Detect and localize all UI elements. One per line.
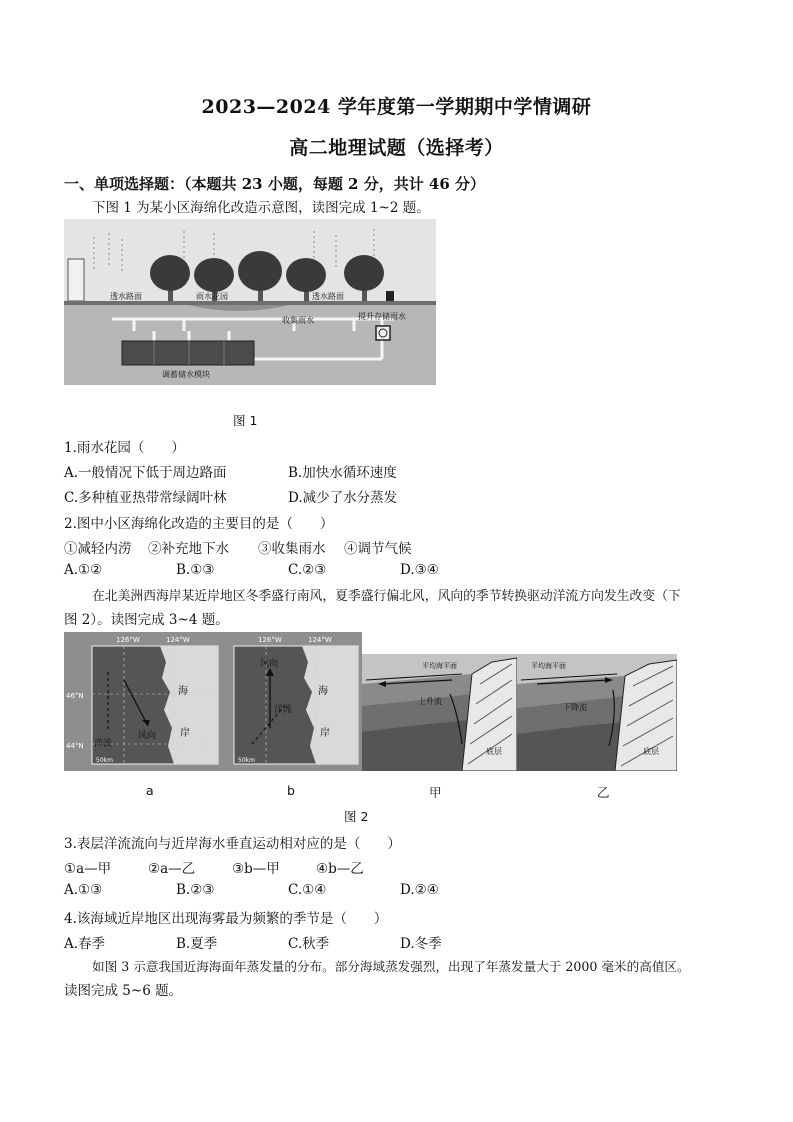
- q2-option-c: C.②③: [288, 562, 327, 578]
- figure-2-section-jia: [362, 654, 517, 771]
- figure-2-map-b: [222, 632, 362, 771]
- q4-option-c: C.秋季: [288, 936, 330, 952]
- q3-option-a: A.①③: [64, 882, 103, 898]
- map-b-lon1: 126°W: [258, 636, 282, 644]
- map-a-lat1: 46°N: [66, 692, 84, 700]
- q3-item-2: ②a—乙: [148, 861, 196, 877]
- figure-1-caption: 图 1: [233, 413, 258, 428]
- map-a-current: 洋流: [94, 739, 113, 749]
- q2-option-d: D.③④: [400, 562, 439, 578]
- q1-stem: 1.雨水花园（ ）: [64, 440, 185, 456]
- jia-sea-level: 平均海平面: [422, 662, 457, 670]
- map-a-sea: 海: [178, 686, 188, 697]
- label-tank: 调蓄储水模块: [162, 370, 210, 379]
- label-pump: 提升存储雨水: [358, 312, 406, 321]
- q4-option-d: D.冬季: [400, 936, 442, 952]
- map-b-current: 洋流: [274, 705, 293, 715]
- q1-option-a: A.一般情况下低于周边路面: [64, 465, 227, 481]
- map-b-sea: 海: [318, 686, 328, 697]
- figure-2-caption: 图 2: [344, 809, 369, 824]
- intro-q5-6-line2: 读图完成 5~6 题。: [64, 983, 183, 999]
- jia-seabed: 底层: [486, 747, 502, 756]
- map-b-coast: 岸: [320, 728, 330, 739]
- map-b-scale: 50km: [238, 757, 255, 764]
- label-garden: 雨水花园: [196, 292, 228, 301]
- panel-label-jia: 甲: [429, 785, 442, 800]
- q2-item-4: ④调节气候: [344, 541, 412, 557]
- panel-label-b: b: [287, 783, 295, 798]
- q2-option-b: B.①③: [176, 562, 215, 578]
- section-heading: 一、单项选择题：（本题共 23 小题，每题 2 分，共计 46 分）: [64, 175, 486, 193]
- panel-label-a: a: [146, 783, 154, 798]
- map-a-wind: 风向: [138, 731, 157, 741]
- q4-option-b: B.夏季: [176, 936, 218, 952]
- exam-title: 2023—2024 学年度第一学期期中学情调研: [201, 96, 592, 118]
- q3-option-c: C.①④: [288, 882, 327, 898]
- map-a-lon1: 126°W: [116, 636, 140, 644]
- q3-option-b: B.②③: [176, 882, 215, 898]
- q1-option-c: C.多种植亚热带常绿阔叶林: [64, 490, 227, 506]
- label-collect: 收集雨水: [282, 316, 314, 325]
- q4-stem: 4.该海域近岸地区出现海雾最为频繁的季节是（ ）: [64, 911, 388, 927]
- map-b-lon2: 124°W: [308, 636, 332, 644]
- panel-label-yi: 乙: [597, 785, 610, 800]
- intro-q1-2: 下图 1 为某小区海绵化改造示意图，读图完成 1~2 题。: [92, 200, 430, 216]
- map-b-wind: 风向: [260, 659, 279, 669]
- yi-sea-level: 平均海平面: [531, 662, 566, 670]
- intro-q5-6-line1: 如图 3 示意我国近海海面年蒸发量的分布。部分海域蒸发强烈，出现了年蒸发量大于 2000 毫米的高值区。: [92, 959, 690, 974]
- yi-downwelling: 下降流: [563, 703, 587, 712]
- intro-q3-4-line2: 图 2）。读图完成 3~4 题。: [64, 612, 229, 628]
- label-road-left: 透水路面: [110, 292, 142, 301]
- map-a-lat2: 44°N: [66, 742, 84, 750]
- figure-2-map-a: [64, 632, 222, 771]
- q2-item-2: ②补充地下水: [148, 541, 229, 557]
- map-a-lon2: 124°W: [166, 636, 190, 644]
- intro-q3-4-line1: 在北美洲西海岸某近岸地区冬季盛行南风，夏季盛行偏北风，风向的季节转换驱动洋流方向发生改变（下: [92, 589, 681, 604]
- q3-option-d: D.②④: [400, 882, 439, 898]
- q3-item-4: ④b—乙: [316, 861, 364, 877]
- q2-item-3: ③收集雨水: [258, 541, 326, 557]
- q3-item-3: ③b—甲: [232, 861, 280, 877]
- jia-upwelling: 上升流: [418, 697, 442, 706]
- figure-1-sponge-community: [64, 219, 436, 385]
- q2-stem: 2.图中小区海绵化改造的主要目的是（ ）: [64, 516, 334, 532]
- figure-2-section-yi: [517, 654, 677, 771]
- map-a-scale: 50km: [96, 757, 113, 764]
- map-a-coast: 岸: [180, 728, 190, 739]
- q3-item-1: ①a—甲: [64, 861, 112, 877]
- label-road-right: 透水路面: [312, 292, 344, 301]
- q1-option-b: B.加快水循环速度: [288, 465, 397, 481]
- q2-item-1: ①减轻内涝: [64, 541, 132, 557]
- q2-option-a: A.①②: [64, 562, 103, 578]
- yi-seabed: 底层: [643, 747, 659, 756]
- q3-stem: 3.表层洋流流向与近岸海水垂直运动相对应的是（ ）: [64, 836, 401, 852]
- q4-option-a: A.春季: [64, 936, 106, 952]
- exam-subtitle: 高二地理试题（选择考）: [289, 137, 504, 159]
- q1-option-d: D.减少了水分蒸发: [288, 490, 398, 506]
